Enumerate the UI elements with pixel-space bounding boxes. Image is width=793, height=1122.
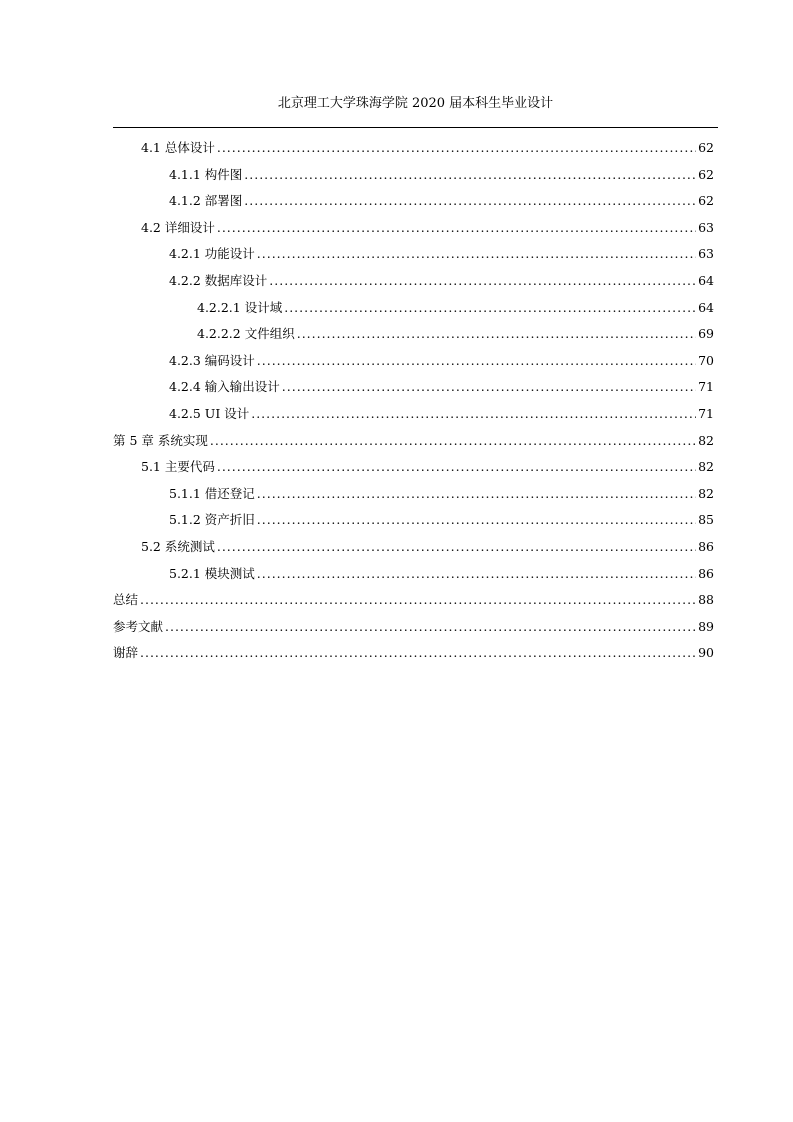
toc-entry[interactable] <box>113 348 714 375</box>
toc-entry-page-number: 64 <box>698 272 714 288</box>
header-title: 北京理工大学珠海学院 2020 届本科生毕业设计 <box>277 96 554 111</box>
toc-dot-leader <box>140 587 696 614</box>
toc-entry-page-number: 88 <box>698 592 714 608</box>
toc-dot-leader <box>217 454 696 481</box>
toc-dot-leader <box>282 374 696 401</box>
toc-entry[interactable] <box>113 454 714 481</box>
toc-entry-title: 4.2 详细设计 <box>141 219 215 235</box>
toc-entry-title: 4.2.4 输入输出设计 <box>169 379 280 395</box>
toc-entry[interactable] <box>113 188 714 215</box>
toc-dot-leader <box>165 614 696 641</box>
toc-dot-leader <box>251 401 696 428</box>
toc-entry-title: 4.1 总体设计 <box>141 140 215 155</box>
toc-entry[interactable] <box>113 614 714 641</box>
toc-entry-title: 4.2.5 UI 设计 <box>169 405 250 421</box>
toc-entry-title: 5.2.1 模块测试 <box>169 565 255 581</box>
toc-entry-page-number: 89 <box>698 618 714 634</box>
toc-entry-page-number: 86 <box>698 538 714 554</box>
toc-entry[interactable] <box>113 640 714 667</box>
table-of-contents <box>113 135 714 667</box>
toc-entry-title: 谢辞 <box>113 645 139 661</box>
toc-entry-page-number: 82 <box>698 432 714 448</box>
toc-entry-page-number: 82 <box>698 485 714 501</box>
toc-entry-page-number: 71 <box>698 379 714 395</box>
toc-entry-title: 4.2.3 编码设计 <box>169 352 255 368</box>
toc-dot-leader <box>140 640 696 667</box>
toc-dot-leader <box>269 268 696 295</box>
toc-entry-page-number: 85 <box>698 512 714 528</box>
toc-entry[interactable] <box>113 162 714 189</box>
toc-entry-title: 5.1 主要代码 <box>141 459 215 475</box>
toc-dot-leader <box>257 241 696 268</box>
toc-entry-page-number: 71 <box>698 405 714 421</box>
header-divider <box>113 127 718 128</box>
page-header <box>113 94 718 114</box>
toc-dot-leader <box>257 561 696 588</box>
toc-entry-page-number: 62 <box>698 140 714 155</box>
toc-entry[interactable] <box>113 268 714 295</box>
toc-dot-leader <box>257 348 696 375</box>
toc-entry-title: 5.1.1 借还登记 <box>169 485 255 501</box>
toc-dot-leader <box>217 135 696 162</box>
toc-entry-page-number: 62 <box>698 166 714 182</box>
toc-entry[interactable] <box>113 507 714 534</box>
toc-entry-title: 5.2 系统测试 <box>141 538 215 554</box>
toc-entry-title: 总结 <box>113 592 139 608</box>
toc-entry-page-number: 86 <box>698 565 714 581</box>
toc-entry-title: 4.2.2.1 设计域 <box>197 299 283 315</box>
toc-entry[interactable] <box>113 587 714 614</box>
toc-entry[interactable] <box>113 374 714 401</box>
toc-entry-title: 4.2.1 功能设计 <box>169 246 255 262</box>
toc-entry-page-number: 64 <box>698 299 714 315</box>
toc-entry-title: 4.2.2 数据库设计 <box>169 272 268 288</box>
toc-dot-leader <box>217 215 696 242</box>
toc-dot-leader <box>257 507 696 534</box>
toc-entry-page-number: 63 <box>698 219 714 235</box>
toc-entry[interactable] <box>113 534 714 561</box>
toc-entry[interactable] <box>113 215 714 242</box>
toc-entry-page-number: 90 <box>698 645 714 661</box>
toc-entry[interactable] <box>113 561 714 588</box>
toc-dot-leader <box>217 534 696 561</box>
toc-entry-page-number: 69 <box>698 326 714 342</box>
toc-dot-leader <box>257 481 696 508</box>
toc-entry-page-number: 62 <box>698 193 714 209</box>
toc-entry-title: 参考文献 <box>113 618 164 634</box>
toc-entry-title: 5.1.2 资产折旧 <box>169 512 255 528</box>
toc-dot-leader <box>210 428 696 455</box>
toc-dot-leader <box>297 321 696 348</box>
toc-entry-title: 4.2.2.2 文件组织 <box>197 326 295 342</box>
toc-entry[interactable] <box>113 135 714 162</box>
toc-entry-title: 第 5 章 系统实现 <box>113 432 208 448</box>
toc-entry-page-number: 82 <box>698 459 714 475</box>
toc-entry-title: 4.1.1 构件图 <box>169 166 243 182</box>
toc-entry-title: 4.1.2 部署图 <box>169 193 243 209</box>
toc-dot-leader <box>284 295 696 322</box>
toc-dot-leader <box>244 188 696 215</box>
toc-dot-leader <box>244 162 696 189</box>
toc-entry-page-number: 70 <box>698 352 714 368</box>
toc-entry[interactable] <box>113 401 714 428</box>
toc-entry[interactable] <box>113 295 714 322</box>
toc-entry-page-number: 63 <box>698 246 714 262</box>
toc-entry[interactable] <box>113 481 714 508</box>
toc-entry[interactable] <box>113 428 714 455</box>
toc-entry[interactable] <box>113 241 714 268</box>
toc-entry[interactable] <box>113 321 714 348</box>
